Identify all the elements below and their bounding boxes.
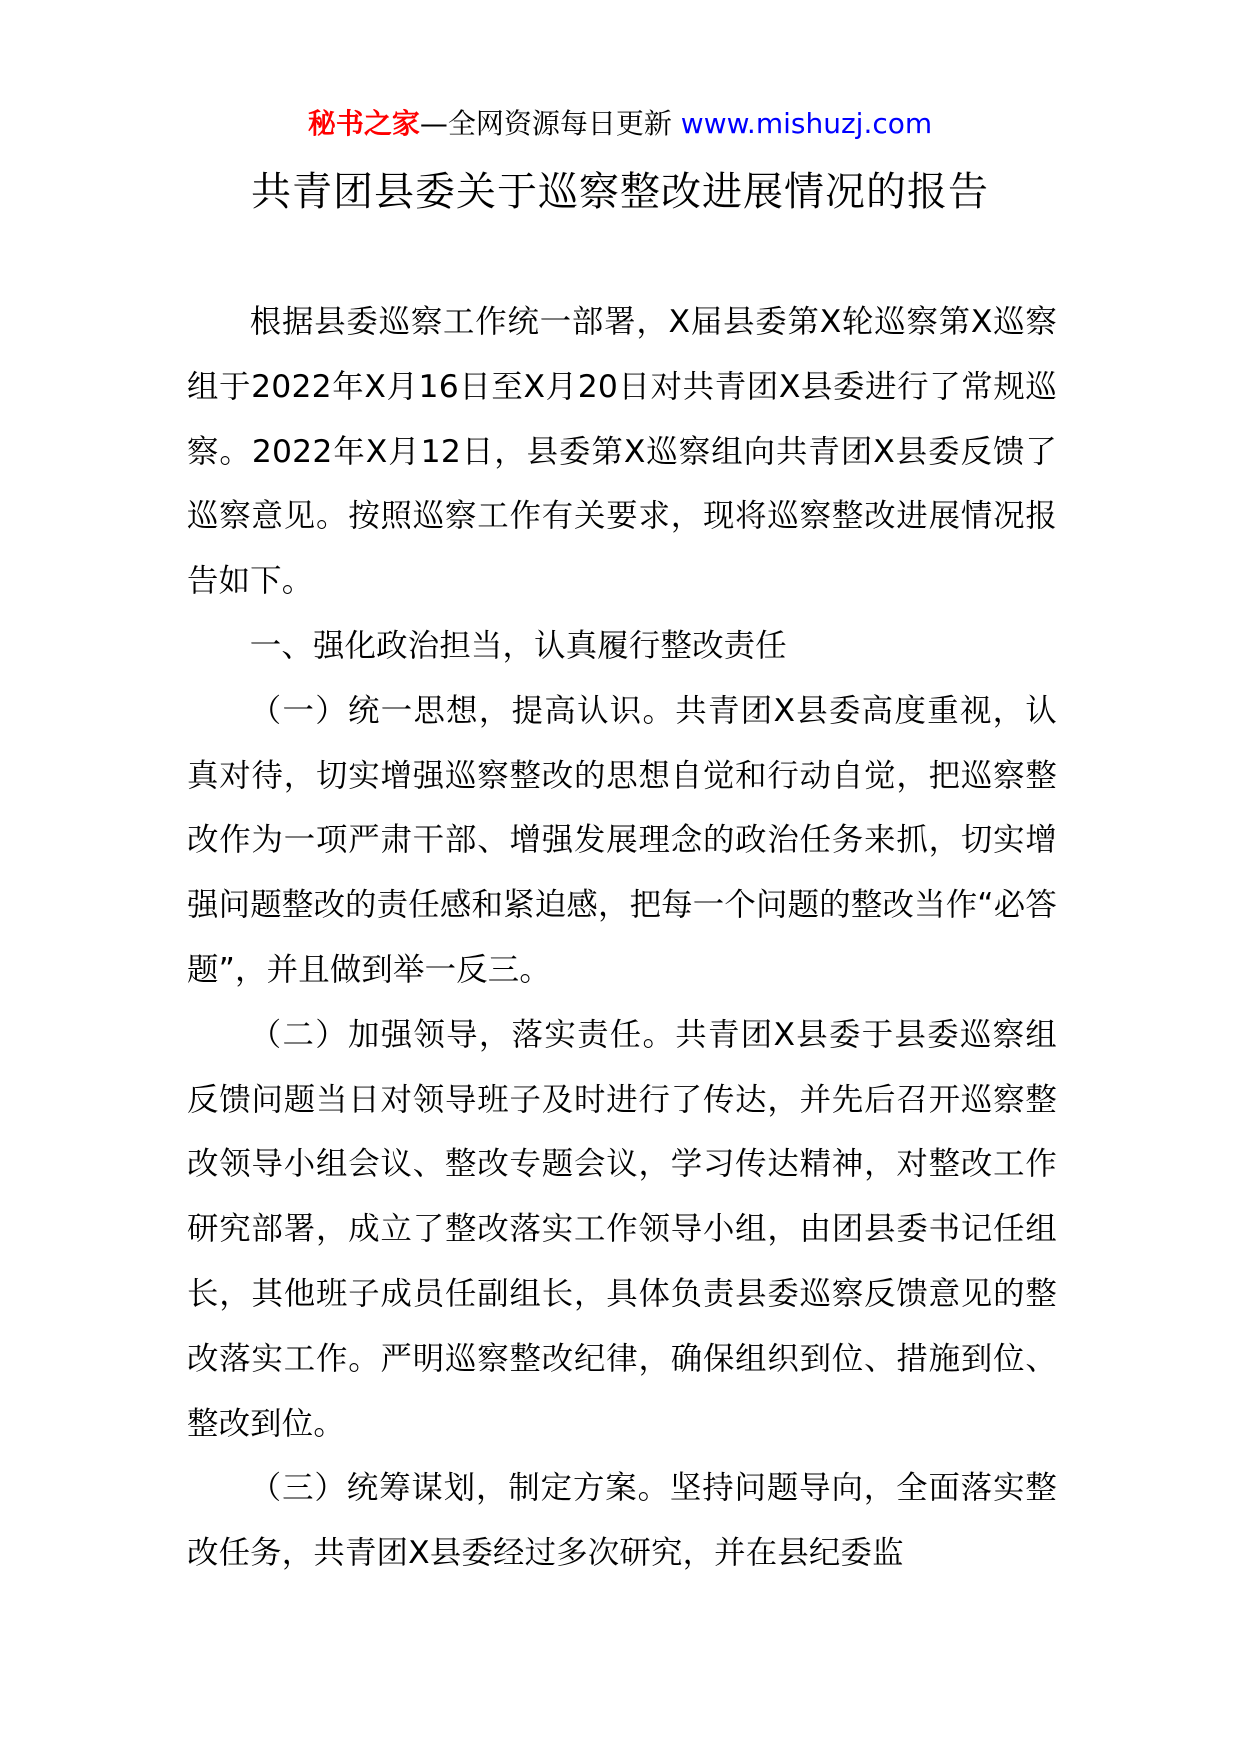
paragraph-2: （二）加强领导，落实责任。共青团X县委于县委巡察组反馈问题当日对领导班子及时进行了传达，并先后召开巡察整改领导小组会议、整改专题会议，学习传达精神，对整改工作研究部署，成立了整改落实工作领导小组，由团县委书记任组长，其他班子成员任副组长，具体负责县委巡察反馈意见的整改落实工作。严明巡察整改纪律，确保组织到位、措施到位、整改到位。	[187, 1016, 1057, 1442]
site-header	[0, 104, 1240, 144]
paragraph-intro: 根据县委巡察工作统一部署，X届县委第X轮巡察第X巡察组于2022年X月16日至X月20日对共青团X县委进行了常规巡察。2022年X月12日，县委第X巡察组向共青团X县委反馈了巡察意见。按照巡察工作有关要求，现将巡察整改进展情况报告如下。	[187, 304, 1057, 600]
section-heading-1: 一、强化政治担当，认真履行整改责任	[249, 627, 787, 664]
document-title: 共青团县委关于巡察整改进展情况的报告	[251, 169, 989, 215]
header-slogan: —全网资源每日更新	[419, 107, 672, 140]
document-body	[187, 290, 1057, 1586]
paragraph-3: （三）统筹谋划，制定方案。坚持问题导向，全面落实整改任务，共青团X县委经过多次研究，并在县纪委监	[187, 1470, 1057, 1572]
brand-name: 秘书之家	[307, 107, 420, 140]
paragraph-1: （一）统一思想，提高认识。共青团X县委高度重视，认真对待，切实增强巡察整改的思想自觉和行动自觉，把巡察整改作为一项严肃干部、增强发展理念的政治任务来抓，切实增强问题整改的责任感和紧迫感，把每一个问题的整改当作“必答题”，并且做到举一反三。	[187, 692, 1057, 988]
site-url-link[interactable]: www.mishuzj.com	[680, 107, 933, 140]
